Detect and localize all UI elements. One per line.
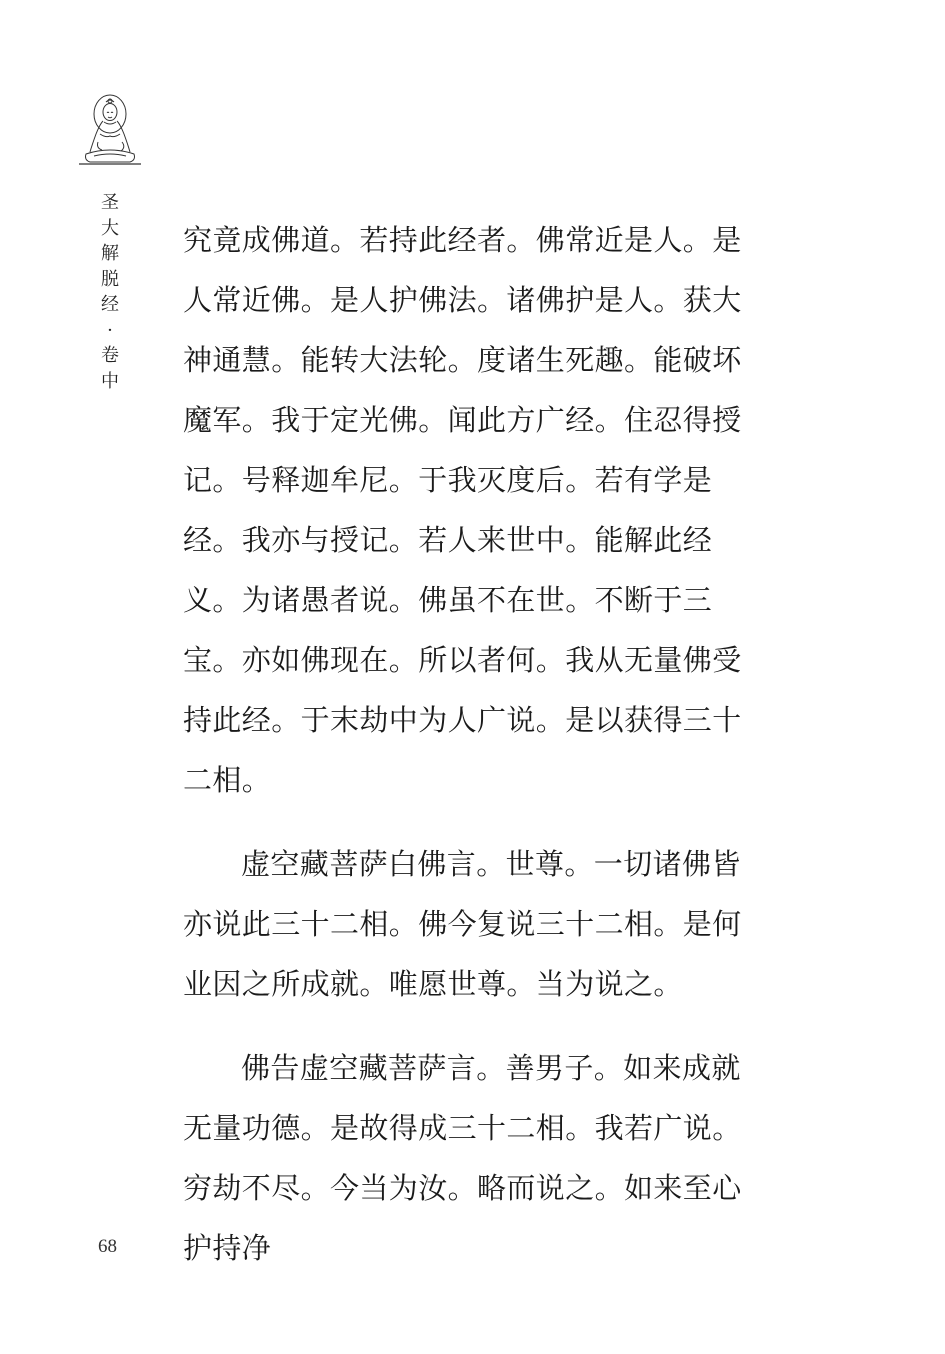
paragraph: 佛告虚空藏菩萨言。善男子。如来成就无量功德。是故得成三十二相。我若广说。穷劫不尽。今当为汝。略而说之。如来至心护持净 [183, 1051, 742, 1265]
paragraph: 究竟成佛道。若持此经者。佛常近是人。是人常近佛。是人护佛法。诸佛护是人。获大神通慧。能转大法轮。度诸生死趣。能破坏魔军。我于定光佛。闻此方广经。住忍得授记。号释迦牟尼。于我灭度后。若有学是经。我亦与授记。若人来世中。能解此经义。为诸愚者说。佛虽不在世。不断于三宝。亦如佛现在。所以者何。我从无量佛受持此经。于末劫中为人广说。是以获得三十二相。 [183, 223, 742, 797]
title-char: 卷 [101, 345, 119, 366]
title-char: 大 [101, 217, 119, 239]
page-number: 68 [98, 1236, 117, 1257]
paragraph: 虚空藏菩萨白佛言。世尊。一切诸佛皆亦说此三十二相。佛今复说三十二相。是何业因之所成就。唯愿世尊。当为说之。 [183, 847, 742, 1001]
title-char: 圣 [101, 192, 119, 213]
title-char: 脱 [101, 268, 119, 290]
title-char: 中 [101, 370, 119, 392]
body-text [183, 210, 768, 1278]
book-title-vertical [98, 190, 122, 394]
title-char: · [107, 319, 113, 341]
title-char: 经 [101, 294, 119, 315]
buddha-emblem-icon [76, 90, 144, 168]
title-char: 解 [101, 243, 119, 264]
